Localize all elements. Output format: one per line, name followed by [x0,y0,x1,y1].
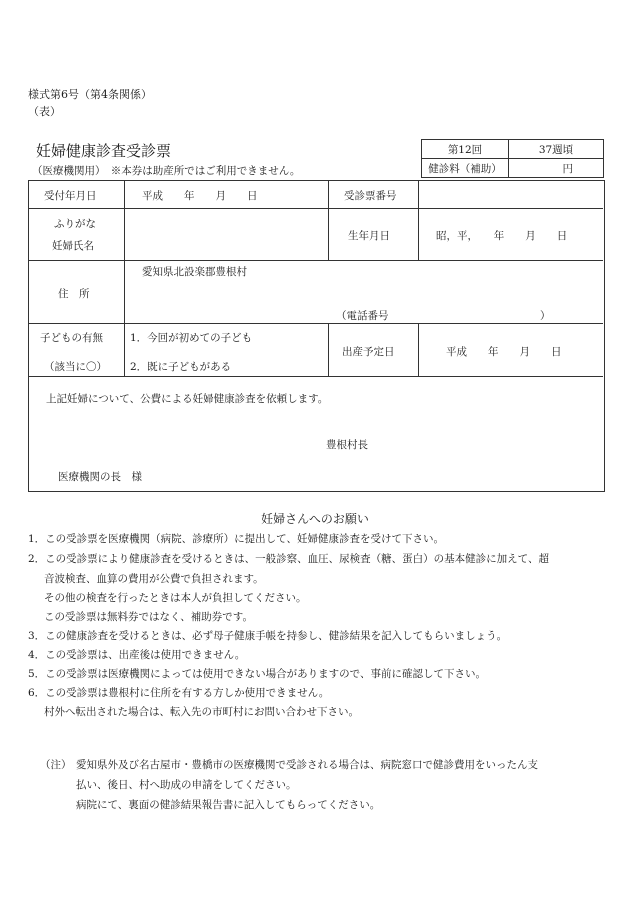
visit-week: 37週頃 [509,140,604,159]
side-label: （表） [28,105,61,118]
children-option-2: 2．既に子どもがある [130,361,232,373]
list-item: 音波検査、血算の費用が公費で負担されます。 [44,573,264,585]
list-item: 3．この健康診査を受けるときは、必ず母子健康手帳を持参し、健診結果を記入してもらいましょう。 [28,630,508,642]
mayor: 豊根村長 [326,439,368,451]
footnote-line: 病院にて、裏面の健診結果報告書に記入してもらってください。 [76,799,381,811]
usage-note: （医療機関用） ※本券は助産所ではご利用できません。 [32,165,301,177]
list-item: この受診票は無料券ではなく、補助券です。 [44,611,253,623]
phone-label: （電話番号 [336,310,389,322]
address-value: 愛知県北設楽郡豊根村 [142,266,247,278]
list-item: 5．この受診票は医療機関によっては使用できない場合がありますので、事前に確認して下さい。 [28,668,486,680]
list-item: その他の検査を行ったときは本人が負担してください。 [44,592,307,604]
birthdate-value: 昭，平， 年 月 日 [436,230,568,242]
fee-label: 健診料（補助） [422,159,509,178]
form-number: 様式第6号（第4条関係） [28,88,152,101]
footnote-label: （注） [40,759,72,771]
list-item: 4．この受診票は、出産後は使用できません。 [28,649,246,661]
visit-number: 第12回 [422,140,509,159]
reception-date-value: 平成 年 月 日 [142,190,258,202]
children-label: 子どもの有無 [40,332,103,344]
requests-title: 妊婦さんへのお願い [261,512,369,526]
addressee: 医療機関の長 様 [58,471,142,483]
name-label: 妊婦氏名 [52,240,94,252]
due-value: 平成 年 月 日 [446,346,562,358]
list-item: 村外へ転出された場合は、転入先の市町村にお問い合わせ下さい。 [44,706,359,718]
due-label: 出産予定日 [342,346,395,358]
list-item: 2．この受診票により健康診査を受けるときは、一般診察、血圧、尿検査（糖、蛋白）の基本健診に加えて、超 [28,553,549,565]
furigana-label: ふりがな [54,218,96,230]
children-hint: （該当に〇） [44,361,107,373]
children-option-1: 1．今回が初めての子ども [130,332,253,344]
ticket-no-label: 受診票番号 [344,190,397,202]
footnote-line: 払い、後日、村へ助成の申請をしてください。 [76,779,297,791]
exam-form [28,180,605,492]
list-item: 6．この受診票は豊根村に住所を有する方しか使用できません。 [28,687,330,699]
page-title: 妊婦健康診査受診票 [36,142,172,160]
phone-close: ） [540,310,551,322]
fee-unit: 円 [509,159,604,178]
list-item: 1．この受診票を医療機関（病院、診療所）に提出して、妊婦健康診査を受けて下さい。 [28,533,444,545]
address-label: 住 所 [58,288,90,300]
request-text: 上記妊婦について、公費による妊婦健康診査を依頼します。 [46,393,329,405]
reception-date-label: 受付年月日 [44,190,97,202]
birthdate-label: 生年月日 [348,230,390,242]
visit-table [421,139,604,178]
footnote-line: 愛知県外及び名古屋市・豊橋市の医療機関で受診される場合は、病院窓口で健診費用をいったん支 [76,759,538,771]
